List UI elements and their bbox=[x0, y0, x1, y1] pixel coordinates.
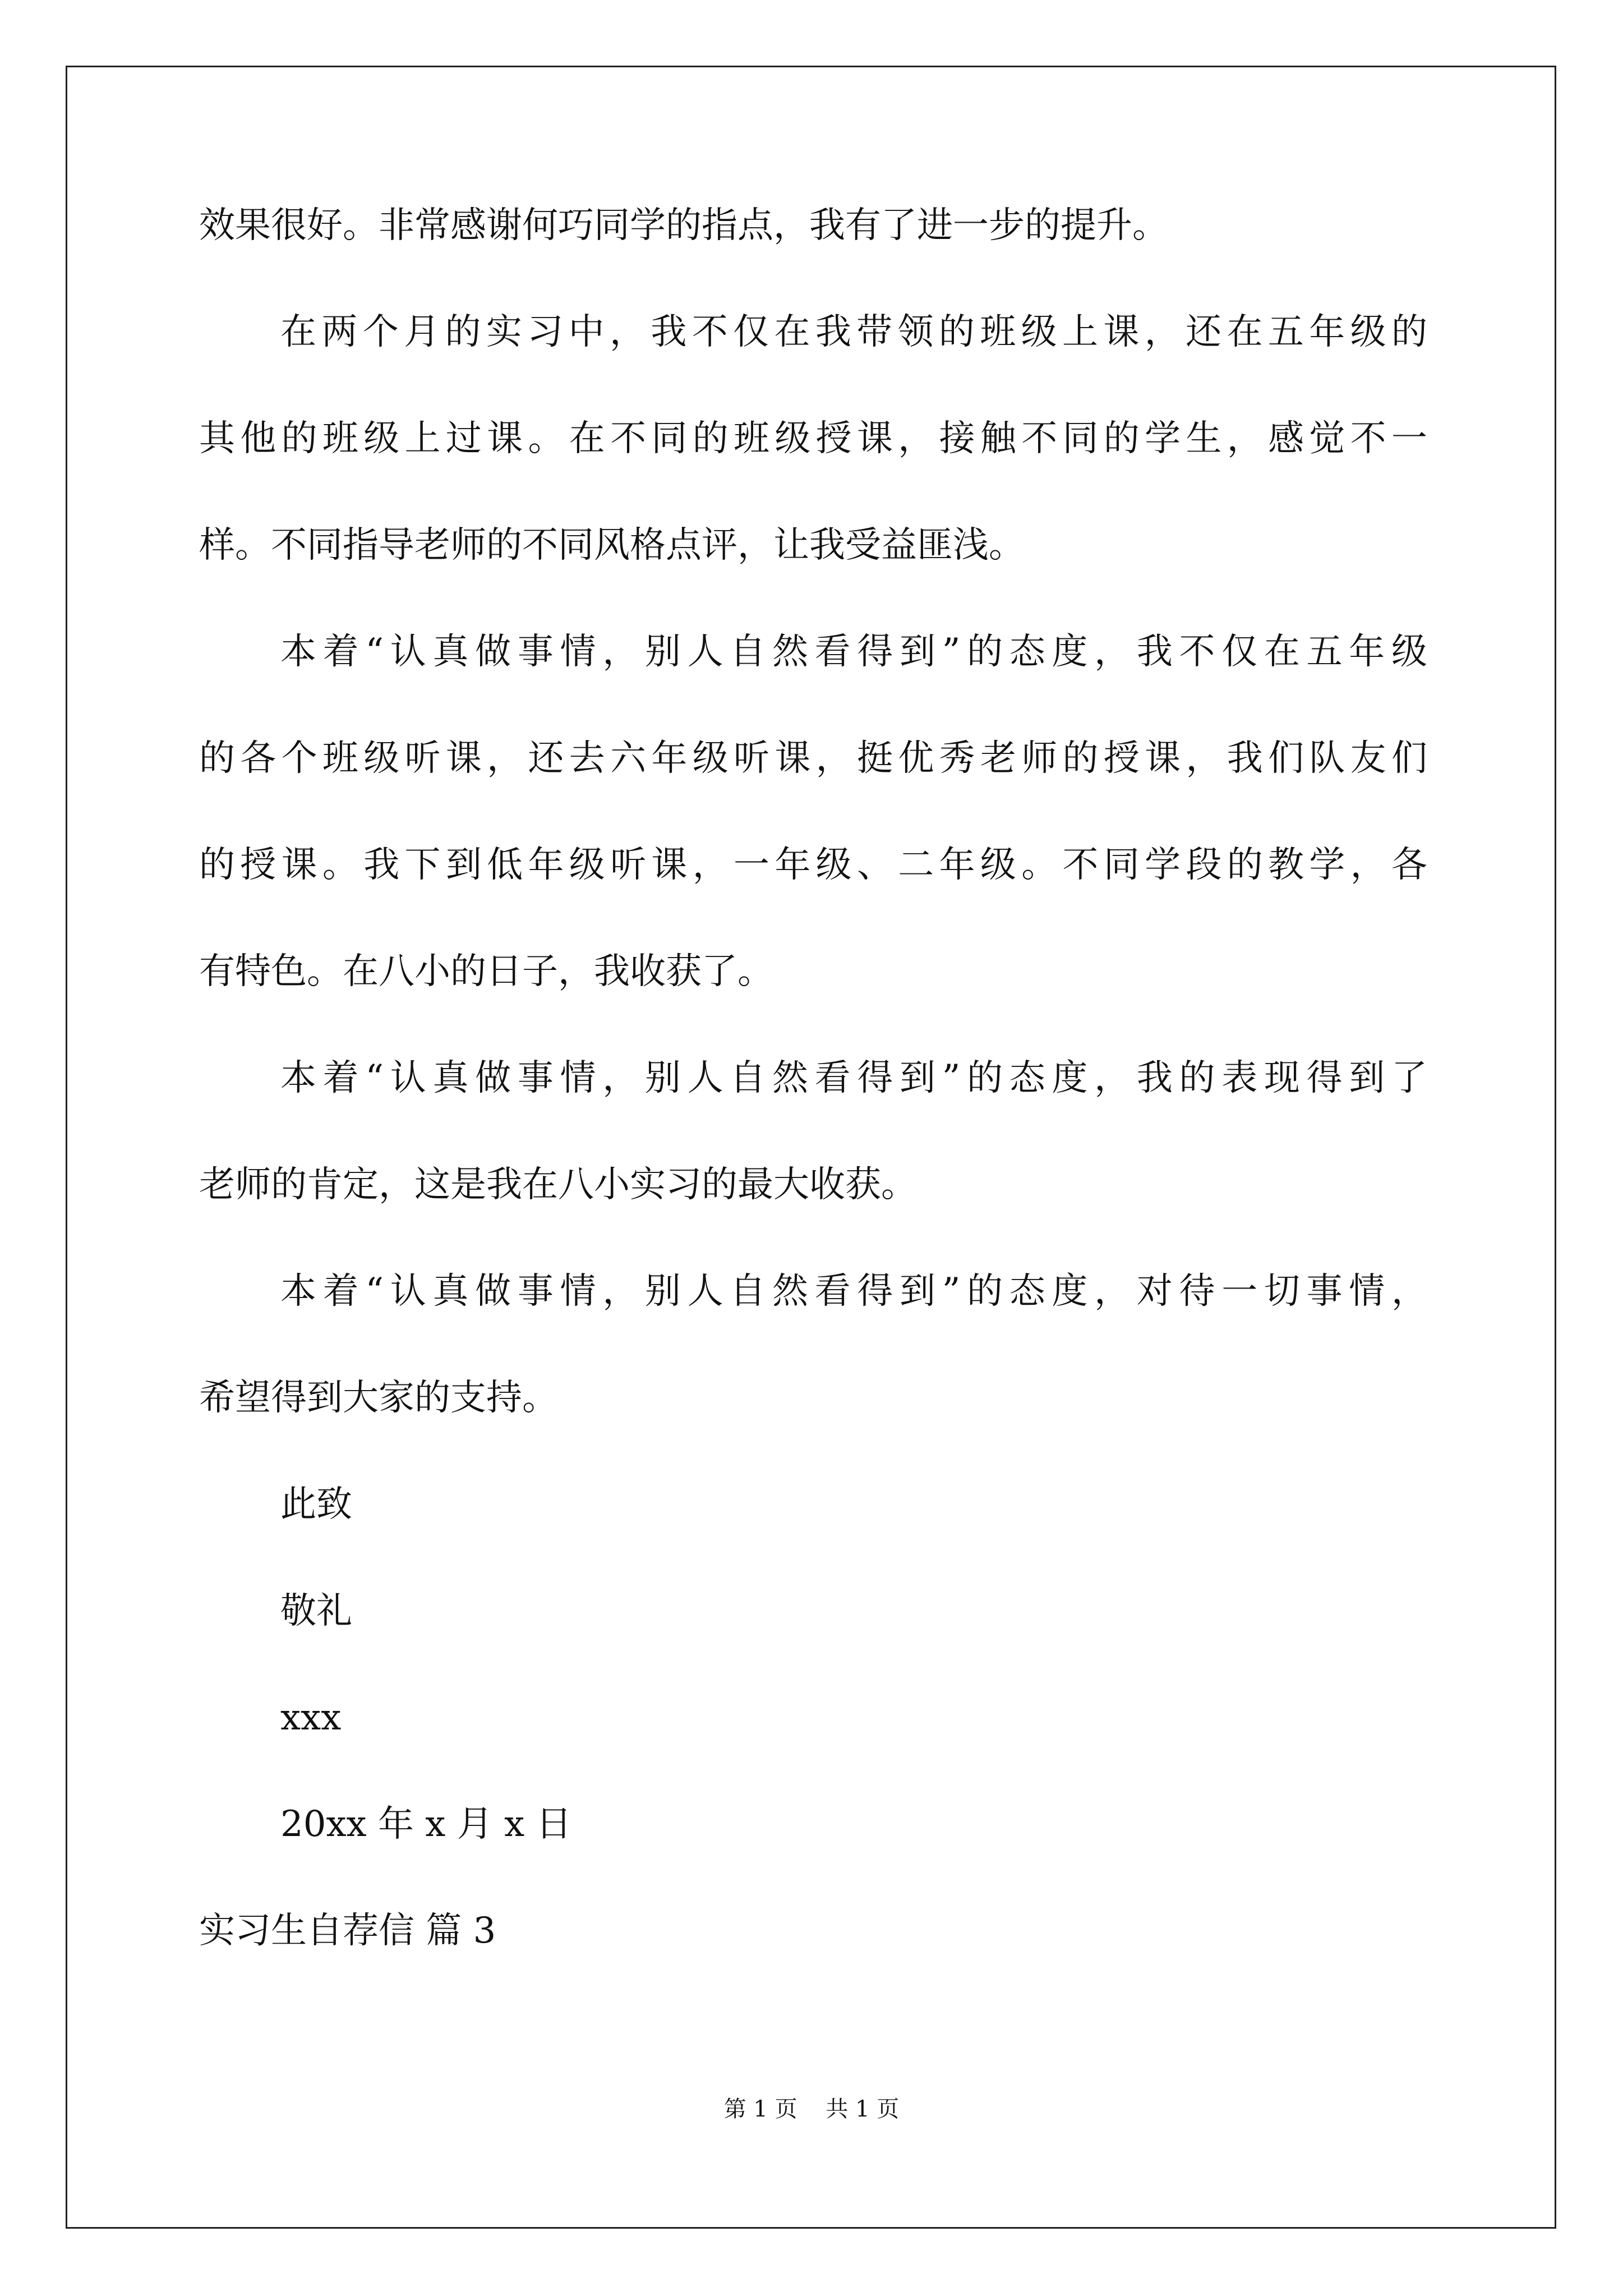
paragraph-line: 样。不同指导老师的不同风格点评，让我受益匪浅。 bbox=[199, 524, 1025, 566]
closing-salutation: 此致 bbox=[280, 1484, 352, 1525]
paragraph-line: 有特色。在八小的日子，我收获了。 bbox=[199, 951, 773, 992]
paragraph-line: 的各个班级听课，还去六年级听课，挺优秀老师的授课，我们队友们 bbox=[199, 738, 1427, 779]
page-footer: 第 1 页 共 1 页 bbox=[723, 2096, 900, 2122]
paragraph-line: 本着“认真做事情，别人自然看得到”的态度，我不仅在五年级 bbox=[280, 631, 1427, 673]
paragraph-line: 本着“认真做事情，别人自然看得到”的态度，我的表现得到了 bbox=[280, 1057, 1427, 1099]
paragraph-line: 的授课。我下到低年级听课，一年级、二年级。不同学段的教学，各 bbox=[199, 844, 1427, 886]
paragraph-line: 本着“认真做事情，别人自然看得到”的态度，对待一切事情， bbox=[280, 1271, 1427, 1312]
closing-regards: 敬礼 bbox=[280, 1590, 352, 1632]
paragraph-line: 效果很好。非常感谢何巧同学的指点，我有了进一步的提升。 bbox=[199, 205, 1168, 246]
paragraph-line: 老师的肯定，这是我在八小实习的最大收获。 bbox=[199, 1164, 917, 1205]
paragraph-line: 希望得到大家的支持。 bbox=[199, 1377, 558, 1419]
paragraph-line: 在两个月的实习中，我不仅在我带领的班级上课，还在五年级的 bbox=[280, 311, 1427, 353]
signature: xxx bbox=[280, 1697, 342, 1738]
page-border bbox=[66, 66, 1556, 2229]
paragraph-line: 其他的班级上过课。在不同的班级授课，接触不同的学生，感觉不一 bbox=[199, 418, 1427, 459]
letter-date: 20xx 年 x 月 x 日 bbox=[280, 1803, 572, 1845]
section-heading: 实习生自荐信 篇 3 bbox=[199, 1910, 496, 1952]
